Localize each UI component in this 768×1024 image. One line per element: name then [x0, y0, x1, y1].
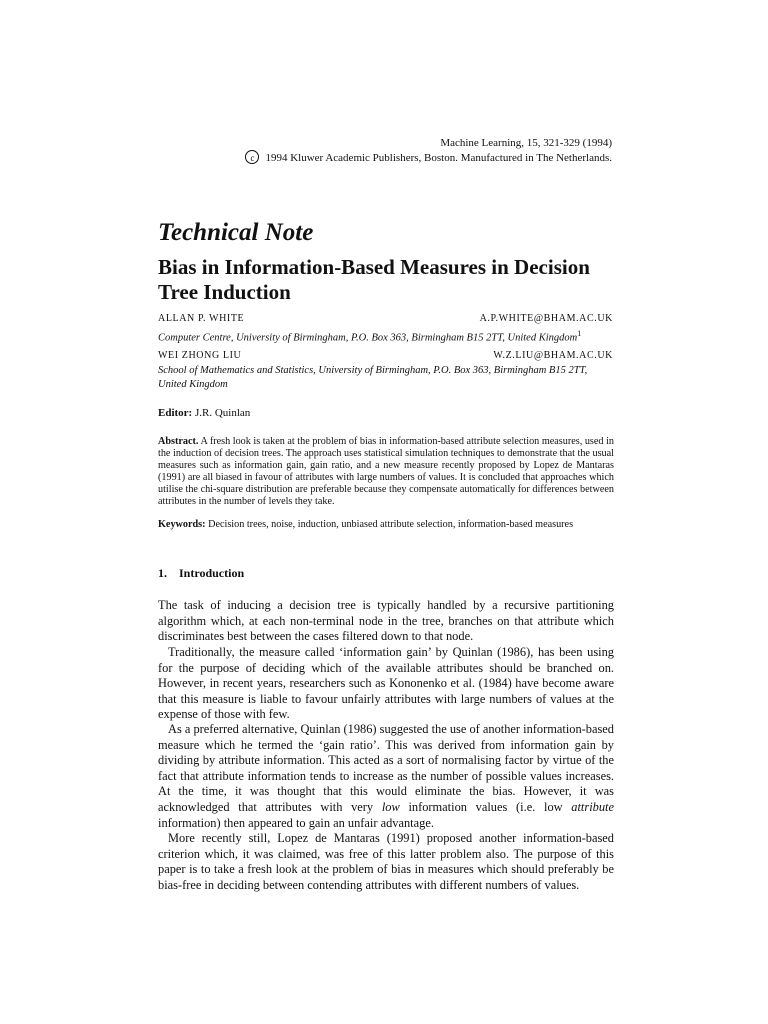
footnote-mark: 1 [577, 329, 582, 338]
copyright-line [245, 150, 612, 165]
editor-name: J.R. Quinlan [194, 407, 251, 419]
paragraph-text: information) then appeared to gain an unfair advantage. [158, 815, 434, 830]
abstract [158, 436, 614, 508]
author-email: W.Z.LIU@BHAM.AC.UK [493, 350, 613, 361]
copyright-icon: c [245, 150, 259, 164]
author-name: ALLAN P. WHITE [158, 313, 245, 324]
section-title: Introduction [179, 566, 245, 580]
keywords [158, 519, 614, 530]
affiliation-text: Computer Centre, University of Birmingham, P.O. Box 363, Birmingham B15 2TT, United Kingdom [158, 332, 578, 344]
paragraph [158, 722, 614, 831]
author-name: WEI ZHONG LIU [158, 350, 242, 361]
paragraph: Traditionally, the measure called ‘information gain’ by Quinlan (1986), has been using for the purpose of deciding which of the available attributes should be branched on. However, in recent years, researchers such as Kononenko et al. (1984) have become aware that this measure is liable to favour unfairly attributes with large numbers of values at the expense of those with few. [158, 645, 614, 722]
editor-line [158, 407, 250, 419]
abstract-text: A fresh look is taken at the problem of bias in information-based attribute selection measures, used in the induction of decision trees. The approach uses statistical simulation techniques to demonstrate that the usual measures such as information gain, gain ratio, and a new measure recently proposed by Lopez de Mantaras (1991) are all biased in favour of attributes with large numbers of values. It is concluded that approaches which utilise the chi-square distribution are preferable because they compensate automatically for differences between attributes in the number of levels they take. [158, 436, 614, 507]
keywords-text: Decision trees, noise, induction, unbiased attribute selection, information-based measures [208, 519, 574, 530]
paragraph: The task of inducing a decision tree is typically handled by a recursive partitioning algorithm which, at each non-terminal node in the tree, branches on that attribute which discriminates best between the cases filtered down to that node. [158, 598, 614, 644]
emphasis-text: attribute [571, 799, 614, 814]
section-heading [158, 566, 244, 581]
note-type: Technical Note [158, 219, 314, 246]
author-affiliation: School of Mathematics and Statistics, University of Birmingham, P.O. Box 363, Birmingham B15 2TT, United Kingdom [158, 365, 588, 390]
keywords-label: Keywords: [158, 519, 206, 530]
section-number: 1. [158, 566, 167, 580]
paper-title: Bias in Information-Based Measures in Decision Tree Induction [158, 255, 590, 304]
paragraph-text: information values (i.e. low [399, 799, 572, 814]
journal-header [245, 136, 612, 165]
emphasis-text: low [381, 799, 400, 814]
author-email: A.P.WHITE@BHAM.AC.UK [479, 313, 613, 324]
paragraph-text: As a preferred alternative, Quinlan (1986) suggested the use of another information-based measure which he termed the ‘gain ratio’. This was derived from information gain by dividing by attribute information. This acted as a sort of normalising factor by virtue of the fact that attribute information tends to increase as the number of possible values increases. At the time, it was thought that this would eliminate the bias. However, it was acknowledged that attributes with very [158, 722, 614, 814]
author-affiliation [158, 327, 618, 346]
publisher-text: 1994 Kluwer Academic Publishers, Boston. Manufactured in The Netherlands. [265, 152, 612, 164]
journal-citation: Machine Learning, 15, 321-329 (1994) [440, 137, 612, 149]
editor-label: Editor: [158, 407, 193, 419]
abstract-label: Abstract. [158, 436, 199, 447]
paragraph: More recently still, Lopez de Mantaras (1991) proposed another information-based criterion which, it was claimed, was free of this latter problem also. The purpose of this paper is to take a fresh look at the problem of bias in measures which should preferably be bias-free in deciding between contending attributes with different numbers of values. [158, 831, 614, 892]
